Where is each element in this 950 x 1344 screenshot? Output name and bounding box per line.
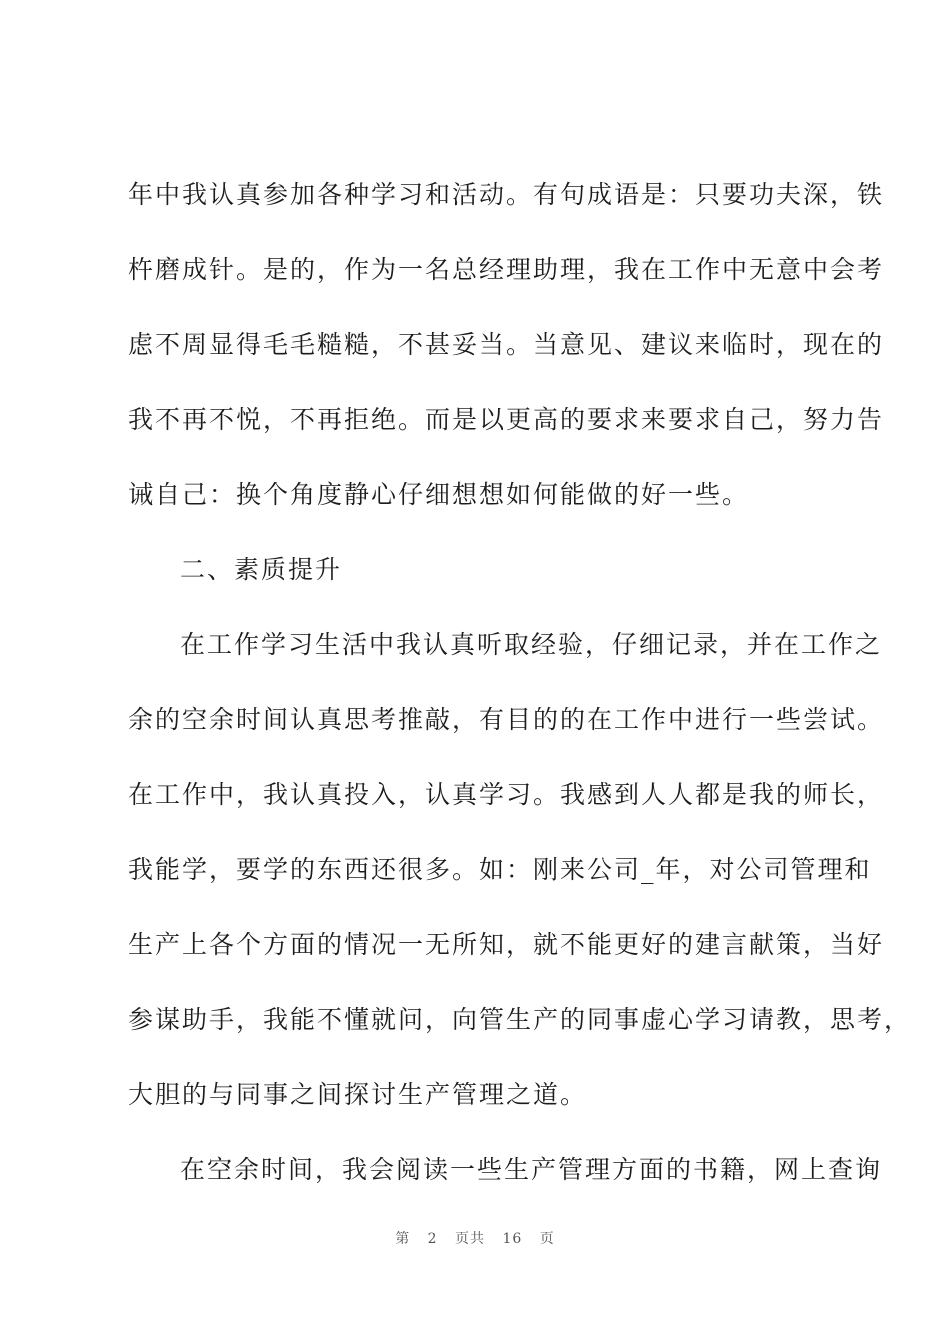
text-line: 年中我认真参加各种学习和活动。有句成语是：只要功夫深，铁 <box>128 180 885 209</box>
text-line: 余的空余时间认真思考推敲，有目的的在工作中进行一些尝试。 <box>128 705 885 734</box>
page-label-suffix: 页 <box>539 1231 555 1247</box>
section-heading: 二、素质提升 <box>180 555 343 584</box>
page-footer <box>0 1228 950 1248</box>
text-line: 参谋助手，我能不懂就问，向管生产的同事虚心学习请教，思考， <box>128 1005 912 1034</box>
text-line: 在工作中，我认真投入，认真学习。我感到人人都是我的师长， <box>128 780 885 809</box>
page-label-prefix: 第 <box>395 1231 411 1247</box>
total-pages-number: 16 <box>502 1231 523 1247</box>
text-line: 杵磨成针。是的，作为一名总经理助理，我在工作中无意中会考 <box>128 255 885 284</box>
page-label-mid: 页共 <box>455 1231 486 1247</box>
text-line: 在空余时间，我会阅读一些生产管理方面的书籍，网上查询 <box>180 1155 883 1184</box>
text-line: 大胆的与同事之间探讨生产管理之道。 <box>128 1080 588 1109</box>
text-line: 诫自己：换个角度静心仔细想想如何能做的好一些。 <box>128 480 750 509</box>
text-line: 在工作学习生活中我认真听取经验，仔细记录，并在工作之 <box>180 630 883 659</box>
text-line: 虑不周显得毛毛糙糙，不甚妥当。当意见、建议来临时，现在的 <box>128 330 885 359</box>
text-line: 我不再不悦，不再拒绝。而是以更高的要求来要求自己，努力告 <box>128 405 885 434</box>
text-line: 我能学，要学的东西还很多。如：刚来公司_年，对公司管理和 <box>128 855 872 884</box>
current-page-number: 2 <box>427 1231 438 1247</box>
text-line: 生产上各个方面的情况一无所知，就不能更好的建言献策，当好 <box>128 930 885 959</box>
